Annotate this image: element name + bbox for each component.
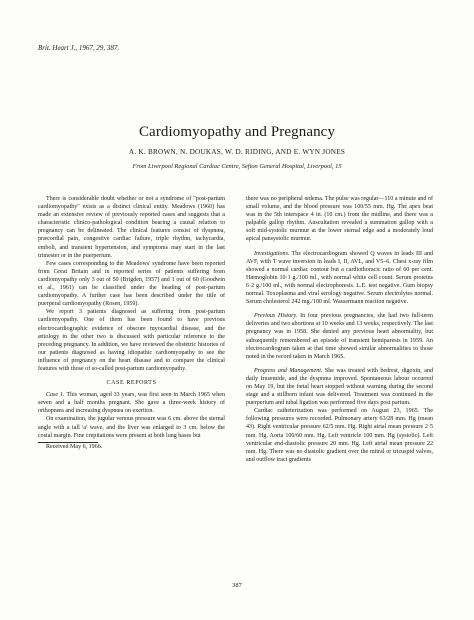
article-title: Cardiomyopathy and Pregnancy bbox=[138, 124, 336, 140]
case-reports-heading: CASE REPORTS bbox=[106, 380, 157, 387]
right-column bbox=[246, 195, 433, 464]
investigations-label: Investigations. bbox=[254, 250, 290, 257]
progress-label: Progress and Management. bbox=[254, 367, 323, 374]
article-affiliation: From Liverpool Regional Cardiac Centre, Sefton General Hospital, Liverpool, 15 bbox=[132, 163, 342, 170]
previous-history-paragraph bbox=[246, 312, 433, 361]
case-1-label: Case 1. bbox=[46, 392, 65, 399]
journal-citation: Brit. Heart J., 1967, 29, 387. bbox=[38, 44, 120, 52]
examination-continued-paragraph: there was no peripheral œdema. The pulse was regular—110 a minute and of small volume, and the blood pressure was 100/55 mm. Hg. The apex beat was in the 5th interspace 4 in. (10 cm.) from the midline, and there was a palpable gallop rhythm. Auscultation revealed a summation gallop with a soft mid-systolic murmur at the lower sternal edge and a moderately loud apical pansystolic murmur. bbox=[246, 196, 433, 243]
intro-paragraph-1: There is considerable doubt whether or not a syndrome of "post-partum cardiomyopathy" exists as a distinct clinical entity. Meadows (1960) has made an extensive review of previously reported cases and suggests that a characteristic clinico-pathological condition bearing a causal relation to pregnancy can be delineated. The clinical features consist of dyspnœa, præcordial pain, congestive cardiac failure, triple rhythm, tachycardia, emboli, and transient hypertension, and symptoms may start in the last trimester or in the puerperium. bbox=[38, 196, 225, 259]
page-number: 387 bbox=[232, 582, 242, 589]
progress-paragraph bbox=[246, 367, 433, 407]
case-1-paragraph bbox=[38, 391, 225, 415]
left-column bbox=[38, 195, 225, 451]
progress-text: She was treated with bedrest, digoxin, and daily frusemide, and the dyspnœa improved. Spontaneous labour occurred on May 19, but the fœtal heart stopped without warning during the second stage and a stillborn infant was delivered. Treatment was continued in the puerperium and tubal ligation was performed five days post partum. bbox=[246, 367, 433, 407]
investigations-paragraph bbox=[246, 250, 433, 307]
received-date: Received May 6, 1966. bbox=[46, 443, 103, 450]
case-1-text: This woman, aged 33 years, was first seen in March 1965 when seven and a half months pregnant. She gave a three-week history of orthopnœa and increasing dyspnœa on exertion. bbox=[38, 392, 225, 415]
examination-paragraph: On examination, the jugular venous pressure was 6 cm. above the sternal angle with a tall 'a' wave, and the liver was enlarged to 3 cm. below the costal margin. Fine crepitations were present at both lung bases but bbox=[38, 416, 225, 439]
previous-history-label: Previous History. bbox=[254, 313, 298, 320]
intro-paragraph-2: Few cases corresponding to the Meadows' syndrome have been reported from Great Britain and in reported series of patients suffering from cardiomyopathy only 3 out of 50 (Brigden, 1957) and 1 out of 60 (Goodwin et al., 1961) can be classified under the heading of post-partum cardiomyopathy. A further case has been described under the title of puerperal cardiomyopathy (Rosen, 1959). bbox=[38, 260, 225, 308]
previous-history-text: In four previous pregnancies, she had two full-term deliveries and two abortions at 10 weeks and 13 weeks, respectively. The last pregnancy was in 1958. She denied any previous heart abnormality, but subsequently remembered an episode of transient hemiparesis in 1959. An electrocardiogram taken at that time showed similar abnormalities to those noted in the record taken in March 1965. bbox=[246, 313, 433, 360]
investigations-text: The electrocardiogram showed Q waves in leads III and AVF, with T wave inversion in leads I, II, AVL, and V5–6. Chest x-ray film showed a normal cardiac contour but a cardiothoracic ratio of 60 per cent. Hæmoglobin 10·1 g./100 ml., with normal white cell count. Serum proteins 6·2 g./100 ml., with normal electrophoresis. L.E. test negative. Gum biopsy normal. Toxoplasma and viral serology negative. Serum electrolytes normal. Serum cholesterol 242 mg./100 ml. Wassermann reaction negative. bbox=[246, 250, 433, 306]
article-authors: A. K. BROWN, N. DOUKAS, W. D. RIDING, AND E. WYN JONES bbox=[128, 148, 346, 156]
intro-paragraph-3: We report 3 patients diagnosed as suffering from post-partum cardiomyopathy. One of them has been found to have previous electrocardiographic evidence of obscure myocardial disease, and the ætiology in the other two is discussed with particular reference to the preceding pregnancy. In addition, we have reviewed the obstetric histories of our patients diagnosed as having idiopathic cardiomyopathy to see the influence of pregnancy on the heart disease and to compare the clinical features with those of so-called post-partum cardiomyopathy. bbox=[38, 309, 225, 372]
catheterization-paragraph: Cardiac catheterization was performed on August 23, 1965. The following pressures were recorded. Pulmonary artery 63/28 mm. Hg (mean 43). Right ventricular pressure 62/5 mm. Hg. Right atrial mean pressure 2·5 mm. Hg. Aorta 100/60 mm. Hg. Left ventricle 100 mm. Hg (systolic). Left ventricular end-diastolic pressure 20 mm. Hg. Left atrial mean pressure 22 mm. Hg. There was no diastolic gradient over the mitral or tricuspid valves, and outflow tract gradients bbox=[246, 408, 433, 463]
